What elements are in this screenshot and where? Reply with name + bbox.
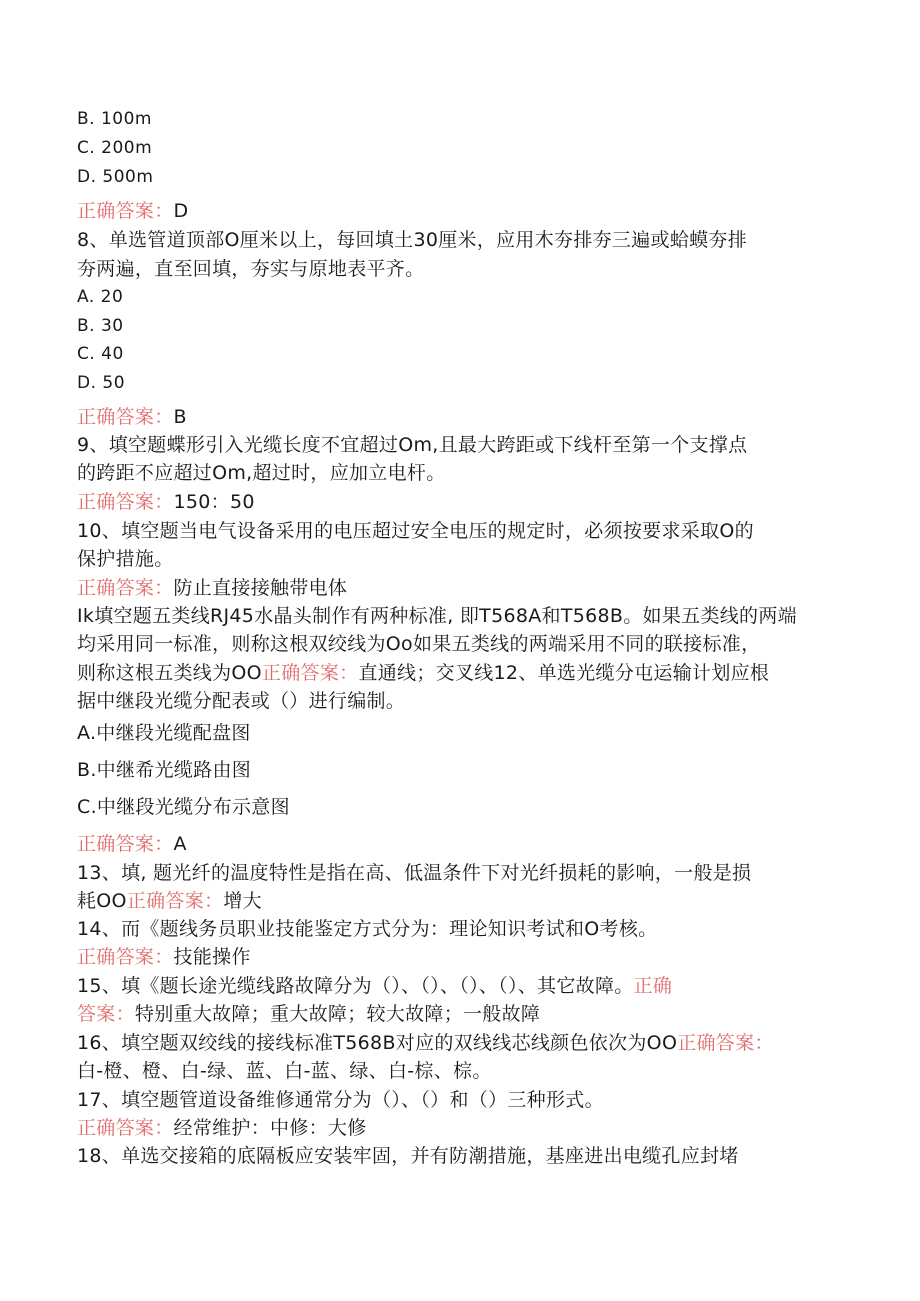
answer-value: 增大 (223, 890, 262, 912)
answer-line (77, 575, 347, 601)
question-8-line-1: 8、单选管道顶部O厘米以上，每回填土30厘米，应用木夯排夯三遍或蛤蟆夯排 (77, 229, 748, 251)
answer-value: 150：50 (173, 491, 255, 513)
answer-line (77, 1115, 367, 1141)
answer-label: 正确答案： (77, 491, 174, 513)
answer-label: 正确答案： (77, 946, 174, 968)
question-16-line-1 (77, 1030, 774, 1056)
question-10-line-1: 10、填空题当电气设备采用的电压超过安全电压的规定时，必须按要求采取O的 (77, 520, 754, 542)
answer-value: B (173, 406, 187, 428)
question-17-line-1: 17、填空题管道设备维修通常分为（）、（）和（）三种形式。 (77, 1089, 604, 1111)
option-d: D. 50 (77, 373, 126, 393)
answer-value-line: 白-橙、橙、白-绿、蓝、白-蓝、绿、白-棕、棕。 (77, 1060, 492, 1082)
question-9-line-2: 的跨距不应超过Om,超过时，应加立电杆。 (77, 462, 446, 484)
answer-line (77, 404, 187, 430)
answer-value: 经常维护：中修：大修 (173, 1117, 367, 1139)
answer-label-part: 答案： (77, 1003, 135, 1025)
question-text: 耗OO (77, 890, 127, 912)
question-18-line-1: 18、单选交接箱的底隔板应安装牢固，并有防潮措施，基座进出电缆孔应封堵 (77, 1145, 739, 1167)
option-d: D. 500m (77, 167, 154, 187)
question-15-line-1 (77, 973, 672, 999)
option-b: B. 100m (77, 109, 152, 129)
answer-label: 正确答案： (77, 406, 174, 428)
question-13-line-1: 13、填, 题光纤的温度特性是指在高、低温条件下对光纤损耗的影响，一般是损 (77, 862, 752, 884)
answer-label: 正确答案： (261, 662, 359, 684)
answer-label: 正确答案： (77, 1117, 174, 1139)
question-12-line-2: 据中继段光缆分配表或（）进行编制。 (77, 690, 406, 712)
answer-label: 正确答案： (77, 200, 174, 222)
option-a: A. 20 (77, 287, 124, 307)
answer-line (77, 198, 188, 224)
question-9-line-1: 9、填空题蝶形引入光缆长度不宜超过Om,且最大跨距或下线杆至第一个支撑点 (77, 434, 748, 456)
question-11-line-3 (77, 660, 769, 686)
answer-label: 正确答案： (77, 577, 174, 599)
answer-label: 正确答案： (677, 1032, 774, 1054)
answer-value: A (173, 833, 187, 855)
answer-value: D (173, 200, 189, 222)
question-10-line-2: 保护措施。 (77, 548, 174, 570)
option-b: B.中继希光缆路由图 (77, 759, 252, 781)
answer-line (77, 831, 187, 857)
option-c: C. 200m (77, 138, 153, 158)
answer-label: 正确答案： (126, 890, 224, 912)
question-text: 则称这根五类线为OO (77, 662, 262, 684)
answer-label: 正确答案： (77, 833, 174, 855)
question-text: 15、填《题长途光缆线路故障分为（）、（）、（）、（）、其它故障。 (77, 975, 634, 997)
answer-value: 特别重大故障；重大故障；较大故障；一般故障 (134, 1003, 541, 1025)
answer-line (77, 489, 255, 515)
option-c: C. 40 (77, 344, 124, 364)
option-b: B. 30 (77, 316, 124, 336)
question-14-line-1: 14、而《题线务员职业技能鉴定方式分为：理论知识考试和O考核。 (77, 918, 658, 940)
question-11-line-2: 均采用同一标准，则称这根双绞线为Oo如果五类线的两端采用不同的联接标准， (77, 633, 761, 655)
answer-line (77, 944, 251, 970)
question-8-line-2: 夯两遍，直至回填，夯实与原地表平齐。 (77, 258, 425, 280)
question-15-line-2 (77, 1001, 540, 1027)
answer-value: 直通线；交叉线12、单选光缆分屯运输计划应根 (358, 662, 770, 684)
answer-label-part: 正确 (633, 975, 673, 997)
answer-value: 防止直接接触带电体 (173, 577, 348, 599)
question-text: 16、填空题双绞线的接线标准T568B对应的双线线芯线颜色依次为OO (77, 1032, 678, 1054)
answer-value: 技能操作 (173, 946, 251, 968)
question-11-line-1: Ik填空题五类线RJ45水晶头制作有两种标准, 即T568A和T568B。如果五类线的两端 (77, 605, 797, 627)
option-c: C.中继段光缆分布示意图 (77, 796, 290, 818)
option-a: A.中继段光缆配盘图 (77, 722, 251, 744)
question-13-line-2 (77, 888, 262, 914)
